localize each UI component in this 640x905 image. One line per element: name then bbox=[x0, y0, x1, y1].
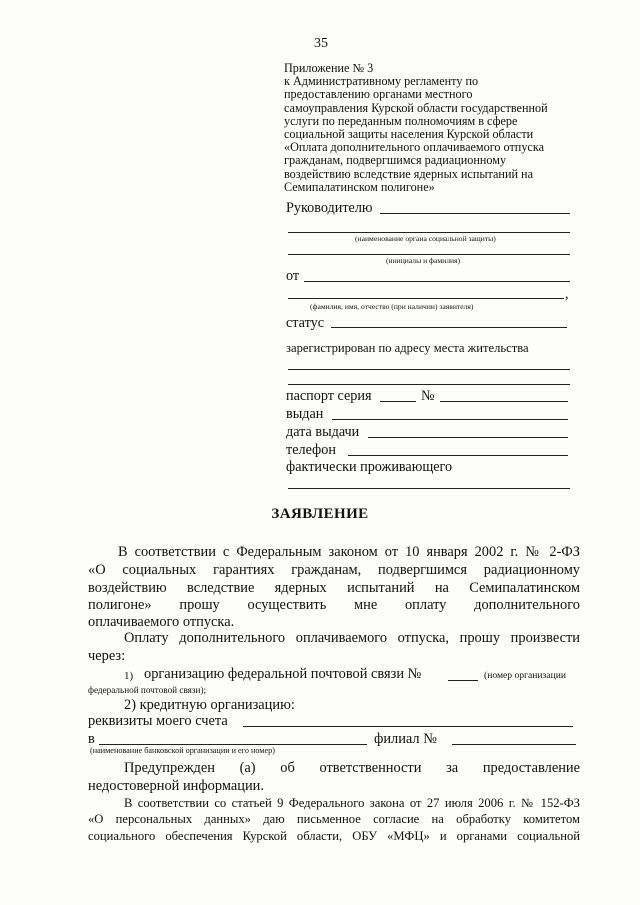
option1-note: (номер организации bbox=[484, 670, 566, 681]
branch-number-field[interactable] bbox=[452, 744, 576, 745]
head-caption: (наименование органа социальной защиты) bbox=[355, 234, 496, 243]
passport-number-label: № bbox=[421, 388, 435, 404]
option1-text: организацию федеральной почтовой связи № bbox=[144, 666, 422, 682]
phone-field[interactable] bbox=[348, 455, 568, 456]
from-label: от bbox=[286, 268, 300, 284]
statement-line: В соответствии с Федеральным законом от 10 января 2002 г. № 2-ФЗ bbox=[118, 544, 580, 560]
applicant-caption: (фамилия, имя, отчество (при наличии) заявителя) bbox=[310, 302, 474, 311]
appendix-line: предоставлению органами местного bbox=[284, 87, 473, 102]
bank-caption: (наименование банковской организации и его номер) bbox=[90, 746, 275, 755]
head-name-field[interactable] bbox=[380, 213, 570, 214]
account-field[interactable] bbox=[243, 726, 573, 727]
residing-label: фактически проживающего bbox=[286, 459, 453, 475]
page-number: 35 bbox=[314, 36, 328, 51]
issue-date-label: дата выдачи bbox=[286, 424, 360, 440]
passport-number-field[interactable] bbox=[440, 401, 568, 402]
consent-line: социального обеспечения Курской области, ОБУ «МФЦ» и органами социальной bbox=[88, 829, 580, 843]
head-label: Руководителю bbox=[286, 200, 373, 216]
branch-label: филиал № bbox=[374, 731, 437, 747]
applicant-field-2[interactable] bbox=[288, 298, 564, 299]
appendix-line: гражданам, подвергшимся радиационному bbox=[284, 153, 507, 168]
payment-line: через: bbox=[88, 648, 126, 664]
appendix-line: воздействию вследствие ядерных испытаний на bbox=[284, 166, 533, 181]
statement-line: воздействию вследствие ядерных испытаний на Семипалатинском bbox=[88, 580, 580, 596]
option1-note2: федеральной почтовой связи); bbox=[88, 685, 207, 695]
comma: , bbox=[565, 286, 569, 302]
initials-field[interactable] bbox=[288, 254, 570, 255]
registered-label: зарегистрирован по адресу места жительства bbox=[286, 341, 529, 355]
social-authority-field[interactable] bbox=[288, 232, 570, 233]
issued-label: выдан bbox=[286, 406, 324, 422]
statement-line: «О социальных гарантиях гражданам, подвергшимся радиационному bbox=[88, 562, 580, 578]
appendix-line: Семипалатинском полигоне» bbox=[284, 179, 435, 194]
status-field[interactable] bbox=[331, 327, 567, 328]
issued-field[interactable] bbox=[332, 419, 568, 420]
option1-number: 1) bbox=[124, 670, 134, 682]
appendix-line: к Административному регламенту по bbox=[284, 74, 479, 89]
appendix-line: услуги по переданным полномочиям в сфере bbox=[284, 113, 518, 128]
initials-caption: (инициалы и фамилия) bbox=[386, 256, 461, 265]
payment-line: Оплату дополнительного оплачиваемого отпуска, прошу произвести bbox=[124, 630, 580, 646]
appendix-line: «Оплата дополнительного оплачиваемого отпуска bbox=[284, 140, 544, 155]
appendix-line: самоуправления Курской области государственной bbox=[284, 100, 548, 115]
consent-line: «О персональных данных» даю письменное согласие на обработку комитетом bbox=[88, 812, 580, 826]
passport-label: паспорт серия bbox=[286, 388, 372, 404]
status-label: статус bbox=[286, 315, 325, 331]
passport-series-field[interactable] bbox=[380, 401, 416, 402]
warning-line: Предупрежден (а) об ответственности за предоставление bbox=[124, 760, 580, 776]
warning-line: недостоверной информации. bbox=[88, 778, 264, 794]
bank-name-field[interactable] bbox=[99, 744, 367, 745]
appendix-header bbox=[284, 62, 584, 194]
phone-label: телефон bbox=[286, 442, 336, 458]
account-label: реквизиты моего счета bbox=[88, 713, 228, 729]
statement-title: ЗАЯВЛЕНИЕ bbox=[271, 506, 369, 522]
appendix-line: социальной защиты населения Курской области bbox=[284, 127, 534, 142]
bank-prefix: в bbox=[88, 731, 95, 747]
statement-line: полигоне» прошу осуществить мне оплату дополнительного bbox=[88, 597, 580, 613]
address-field-2[interactable] bbox=[288, 384, 570, 385]
statement-line: оплачиваемого отпуска. bbox=[88, 614, 235, 630]
residence-field[interactable] bbox=[288, 488, 570, 489]
option2-text: 2) кредитную организацию: bbox=[124, 697, 295, 713]
applicant-field-1[interactable] bbox=[304, 281, 570, 282]
post-office-number-field[interactable] bbox=[448, 680, 478, 681]
appendix-line: Приложение № 3 bbox=[284, 61, 374, 75]
consent-line: В соответствии со статьей 9 Федерального закона от 27 июля 2006 г. № 152-ФЗ bbox=[124, 796, 580, 810]
issue-date-field[interactable] bbox=[368, 437, 568, 438]
address-field-1[interactable] bbox=[288, 369, 570, 370]
